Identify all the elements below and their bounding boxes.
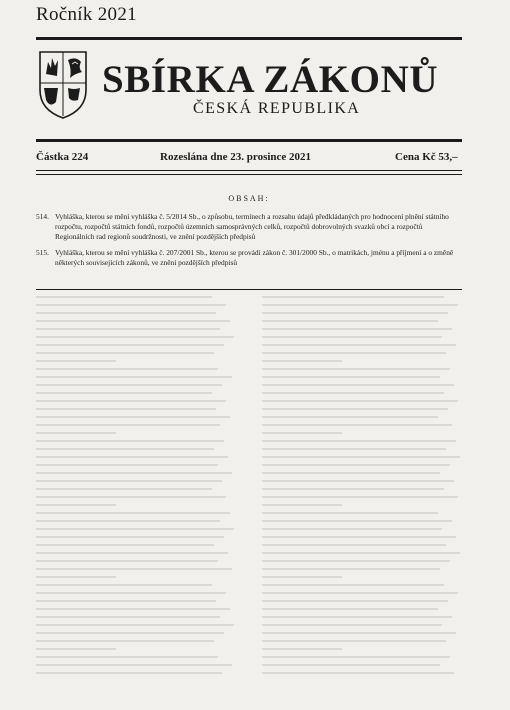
show-through-line xyxy=(36,456,228,458)
show-through-line xyxy=(262,656,450,658)
show-through-line xyxy=(262,448,446,450)
show-through-line xyxy=(262,496,458,498)
show-through-line xyxy=(262,504,342,506)
show-through-line xyxy=(36,408,216,410)
volume-label: Ročník 2021 xyxy=(36,4,137,25)
show-through-line xyxy=(262,368,450,370)
show-through-line xyxy=(262,472,440,474)
show-through-line xyxy=(262,344,456,346)
show-through-line xyxy=(262,624,442,626)
show-through-line xyxy=(262,336,442,338)
show-through-line xyxy=(262,424,452,426)
show-through-line xyxy=(36,640,214,642)
show-through-line xyxy=(36,312,216,314)
show-through-line xyxy=(262,312,448,314)
show-through-line xyxy=(262,400,458,402)
show-through-line xyxy=(36,344,224,346)
show-through-line xyxy=(36,416,230,418)
show-through-line xyxy=(36,448,214,450)
czech-coat-of-arms-icon xyxy=(38,50,88,120)
top-rule xyxy=(36,37,462,40)
show-through-line xyxy=(262,648,342,650)
contents-item-number: 514. xyxy=(36,212,49,221)
show-through-line xyxy=(262,488,444,490)
show-through-line xyxy=(36,360,116,362)
show-through-line xyxy=(262,512,438,514)
header-rule xyxy=(36,139,462,142)
show-through-texture xyxy=(36,296,462,692)
show-through-line xyxy=(36,504,116,506)
show-through-line xyxy=(36,304,226,306)
show-through-line xyxy=(36,400,226,402)
contents-heading: OBSAH: xyxy=(228,194,270,203)
show-through-line xyxy=(36,584,212,586)
show-through-line xyxy=(262,304,458,306)
show-through-line xyxy=(36,552,228,554)
show-through-line xyxy=(36,608,230,610)
show-through-line xyxy=(262,576,342,578)
show-through-column-left xyxy=(36,296,236,680)
show-through-line xyxy=(36,392,212,394)
show-through-line xyxy=(262,296,444,298)
show-through-column-right xyxy=(262,296,462,680)
show-through-line xyxy=(262,352,446,354)
contents-item-text: Vyhláška, kterou se mění vyhláška č. 5/2014 Sb., o způsobu, termínech a rozsahu údajů předkládaných pro hodnocení plnění státního rozpočtu, rozpočtů státních fondů, rozpočtů územních samosprávných celků, rozpočtů dobrovolných svazků obcí a rozpočtů Regionálních rad regionů soudržnosti, ve znění pozdějších předpisů xyxy=(55,212,449,241)
show-through-line xyxy=(262,360,342,362)
show-through-line xyxy=(262,640,446,642)
show-through-line xyxy=(262,384,454,386)
show-through-line xyxy=(36,568,232,570)
show-through-line xyxy=(262,616,452,618)
show-through-line xyxy=(36,656,218,658)
show-through-line xyxy=(262,432,342,434)
show-through-line xyxy=(36,488,212,490)
issue-date: Rozeslána dne 23. prosince 2021 xyxy=(160,151,312,163)
show-through-line xyxy=(262,568,440,570)
show-through-line xyxy=(262,528,442,530)
show-through-line xyxy=(36,536,224,538)
show-through-line xyxy=(36,592,226,594)
show-through-line xyxy=(262,552,460,554)
contents-end-rule xyxy=(36,289,462,290)
contents-item xyxy=(36,212,462,242)
show-through-line xyxy=(36,424,220,426)
show-through-line xyxy=(262,440,456,442)
show-through-line xyxy=(36,296,212,298)
show-through-line xyxy=(262,320,438,322)
show-through-line xyxy=(262,520,452,522)
show-through-line xyxy=(36,320,230,322)
show-through-line xyxy=(262,416,438,418)
show-through-line xyxy=(262,544,446,546)
show-through-line xyxy=(262,592,458,594)
show-through-line xyxy=(262,536,456,538)
show-through-line xyxy=(36,480,222,482)
show-through-line xyxy=(36,616,220,618)
show-through-line xyxy=(36,624,234,626)
show-through-line xyxy=(262,600,448,602)
show-through-line xyxy=(262,328,452,330)
contents-item-number: 515. xyxy=(36,248,49,257)
show-through-line xyxy=(262,376,440,378)
meta-rule-2 xyxy=(36,174,462,175)
show-through-line xyxy=(36,648,116,650)
show-through-line xyxy=(36,560,218,562)
show-through-line xyxy=(262,456,460,458)
show-through-line xyxy=(36,600,216,602)
show-through-line xyxy=(36,352,214,354)
show-through-line xyxy=(262,584,444,586)
show-through-line xyxy=(36,672,222,674)
show-through-line xyxy=(262,664,440,666)
show-through-line xyxy=(262,560,450,562)
show-through-line xyxy=(36,512,230,514)
show-through-line xyxy=(262,392,444,394)
show-through-line xyxy=(36,432,116,434)
show-through-line xyxy=(262,608,438,610)
gazette-subtitle: ČESKÁ REPUBLIKA xyxy=(193,100,361,117)
contents-item-text: Vyhláška, kterou se mění vyhláška č. 207/2001 Sb., kterou se provádí zákon č. 301/2000 Sb., o matrikách, jménu a příjmení a o změně některých souvisejících zákonů, ve znění pozdějších předpisů xyxy=(55,248,454,267)
show-through-line xyxy=(36,632,224,634)
show-through-line xyxy=(36,520,220,522)
show-through-line xyxy=(262,464,450,466)
gazette-title: SBÍRKA ZÁKONŮ xyxy=(102,58,439,101)
show-through-line xyxy=(36,528,234,530)
show-through-line xyxy=(36,384,222,386)
show-through-line xyxy=(262,480,454,482)
show-through-line xyxy=(262,632,456,634)
show-through-line xyxy=(36,368,218,370)
show-through-line xyxy=(36,440,224,442)
show-through-line xyxy=(36,328,220,330)
show-through-line xyxy=(36,464,218,466)
show-through-line xyxy=(36,376,232,378)
show-through-line xyxy=(262,408,448,410)
show-through-line xyxy=(36,664,232,666)
issue-price: Cena Kč 53,– xyxy=(395,151,458,163)
show-through-line xyxy=(36,336,234,338)
contents-item xyxy=(36,248,462,268)
meta-rule xyxy=(36,170,462,171)
show-through-line xyxy=(262,672,454,674)
show-through-line xyxy=(36,576,116,578)
show-through-line xyxy=(36,496,226,498)
show-through-line xyxy=(36,544,214,546)
issue-part: Částka 224 xyxy=(36,151,89,163)
show-through-line xyxy=(36,472,232,474)
